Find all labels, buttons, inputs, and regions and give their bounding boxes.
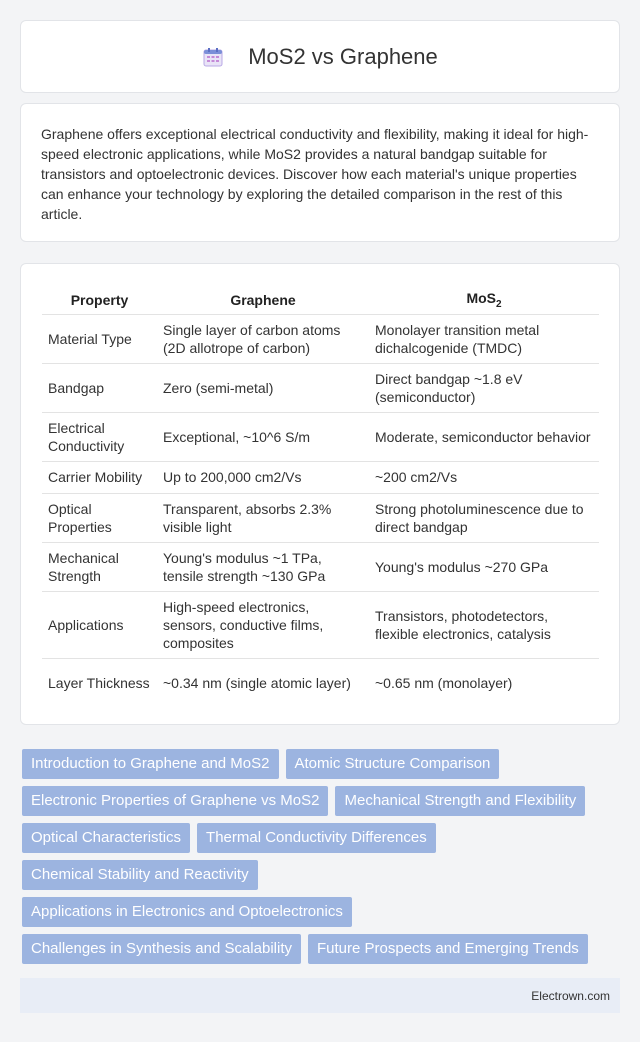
cell-graphene: Up to 200,000 cm2/Vs — [157, 461, 369, 493]
tag-link[interactable]: Mechanical Strength and Flexibility — [335, 786, 585, 816]
tag-link[interactable]: Chemical Stability and Reactivity — [22, 860, 258, 890]
table-row — [42, 363, 599, 412]
cell-graphene: Zero (semi-metal) — [157, 363, 369, 412]
cell-graphene: ~0.34 nm (single atomic layer) — [157, 658, 369, 707]
cell-mos2: ~200 cm2/Vs — [369, 461, 599, 493]
header-graphene: Graphene — [230, 291, 296, 308]
comparison-table — [42, 284, 599, 707]
page-title: MoS2 vs Graphene — [248, 43, 438, 69]
cell-graphene: High-speed electronics, sensors, conductive films, composites — [157, 591, 369, 658]
cell-property: Layer Thickness — [42, 658, 157, 707]
cell-property: Electrical Conductivity — [42, 412, 157, 461]
tag-link[interactable]: Electronic Properties of Graphene vs MoS2 — [22, 786, 328, 816]
table-row — [42, 658, 599, 707]
topic-tags — [22, 749, 622, 971]
header-property: Property — [70, 291, 129, 308]
cell-mos2: ~0.65 nm (monolayer) — [369, 658, 599, 707]
cell-property: Mechanical Strength — [42, 542, 157, 591]
calendar-icon — [202, 46, 224, 68]
cell-graphene: Young's modulus ~1 TPa, tensile strength ~130 GPa — [157, 542, 369, 591]
cell-graphene: Exceptional, ~10^6 S/m — [157, 412, 369, 461]
cell-mos2: Direct bandgap ~1.8 eV (semiconductor) — [369, 363, 599, 412]
intro-paragraph: Graphene offers exceptional electrical conductivity and flexibility, making it ideal for high-speed electronic applications, while MoS2 provides a natural bandgap suitable for transistors and optoelectronic devices. Discover how each material's unique properties can enhance your technology by exploring the detailed comparison in the rest of this article. — [41, 126, 589, 222]
cell-property: Carrier Mobility — [42, 461, 157, 493]
tag-link[interactable]: Future Prospects and Emerging Trends — [308, 934, 588, 964]
cell-graphene: Transparent, absorbs 2.3% visible light — [157, 493, 369, 542]
header-card — [20, 20, 620, 93]
header-mos2: MoS$_2$ — [466, 290, 502, 310]
intro-card — [20, 103, 620, 242]
cell-mos2: Transistors, photodetectors, flexible electronics, catalysis — [369, 591, 599, 658]
table-row — [42, 591, 599, 658]
tag-link[interactable]: Challenges in Synthesis and Scalability — [22, 934, 301, 964]
table-row — [42, 542, 599, 591]
tag-link[interactable]: Applications in Electronics and Optoelectronics — [22, 897, 352, 927]
cell-property: Bandgap — [42, 363, 157, 412]
tag-link[interactable]: Introduction to Graphene and MoS2 — [22, 749, 279, 779]
tag-link[interactable]: Optical Characteristics — [22, 823, 190, 853]
cell-property: Material Type — [42, 314, 157, 363]
tag-link[interactable]: Thermal Conductivity Differences — [197, 823, 436, 853]
table-row — [42, 412, 599, 461]
cell-mos2: Monolayer transition metal dichalcogenide (TMDC) — [369, 314, 599, 363]
cell-mos2: Young's modulus ~270 GPa — [369, 542, 599, 591]
table-header-row — [42, 284, 599, 314]
table-row — [42, 461, 599, 493]
tag-link[interactable]: Atomic Structure Comparison — [286, 749, 500, 779]
cell-property: Optical Properties — [42, 493, 157, 542]
table-row — [42, 493, 599, 542]
footer — [20, 978, 620, 1013]
cell-property: Applications — [42, 591, 157, 658]
footer-brand[interactable]: Electrown.com — [531, 988, 610, 1003]
comparison-table-card — [20, 263, 620, 725]
table-row — [42, 314, 599, 363]
cell-mos2: Moderate, semiconductor behavior — [369, 412, 599, 461]
cell-mos2: Strong photoluminescence due to direct bandgap — [369, 493, 599, 542]
cell-graphene: Single layer of carbon atoms (2D allotrope of carbon) — [157, 314, 369, 363]
